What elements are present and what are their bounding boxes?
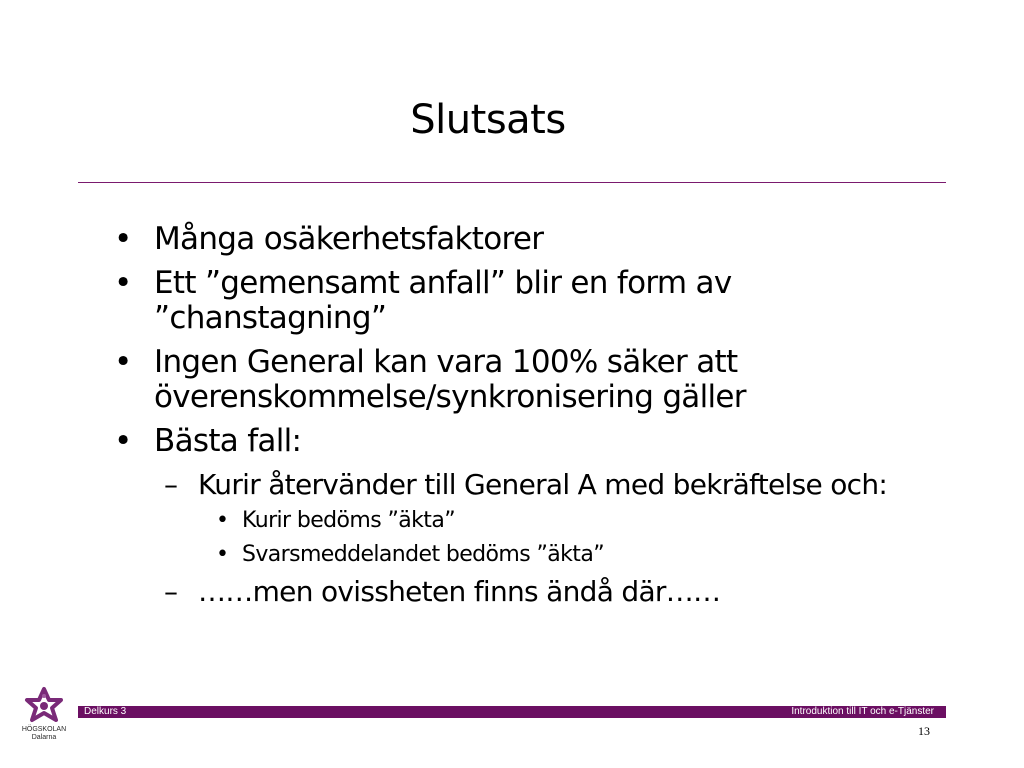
dash-marker: – xyxy=(164,575,178,608)
sub-sub-bullet-text: Svarsmeddelandet bedöms ”äkta” xyxy=(242,542,604,567)
page-number: 13 xyxy=(918,724,930,738)
footer-right-text: Introduktion till IT och e-Tjänster xyxy=(791,706,934,717)
bullet-marker: • xyxy=(216,542,229,567)
sub-sub-bullet-item xyxy=(216,541,914,569)
bullet-marker: • xyxy=(114,265,132,301)
logo-name: HÖGSKOLAN xyxy=(21,726,67,733)
bullet-item xyxy=(114,345,914,415)
sub-bullet-item xyxy=(164,575,914,608)
bullet-text: Bästa fall: xyxy=(154,423,302,459)
bullet-item xyxy=(114,266,914,336)
bullet-item xyxy=(114,222,914,257)
footer-left-text: Delkurs 3 xyxy=(84,706,127,717)
sub-bullet-text: Kurir återvänder till General A med bekräftelse och: xyxy=(198,468,888,501)
title-divider xyxy=(78,182,946,183)
logo-subname: Dalarna xyxy=(31,734,57,741)
bullet-marker: • xyxy=(216,508,229,533)
bullet-text: Ett ”gemensamt anfall” blir en form av ”chanstagning” xyxy=(154,265,732,336)
sub-bullet-item xyxy=(164,468,914,501)
star-logo-icon xyxy=(18,686,70,726)
bullet-marker: • xyxy=(114,221,132,257)
bullet-marker: • xyxy=(114,344,132,380)
bullet-marker: • xyxy=(114,423,132,459)
sub-bullet-text: ……men ovissheten finns ändå där…… xyxy=(198,575,721,608)
sub-bullet-group xyxy=(114,468,914,608)
bullet-text: Ingen General kan vara 100% säker att överenskommelse/synkronisering gäller xyxy=(154,344,746,415)
bullet-text: Många osäkerhetsfaktorer xyxy=(154,221,544,257)
university-logo xyxy=(18,686,70,752)
slide-body xyxy=(114,222,914,616)
slide-title: Slutsats xyxy=(410,97,566,143)
sub-sub-bullet-text: Kurir bedöms ”äkta” xyxy=(242,508,456,533)
dash-marker: – xyxy=(164,468,178,501)
sub-sub-bullet-item xyxy=(216,507,914,535)
bullet-item xyxy=(114,424,914,459)
footer-bar xyxy=(78,706,946,718)
